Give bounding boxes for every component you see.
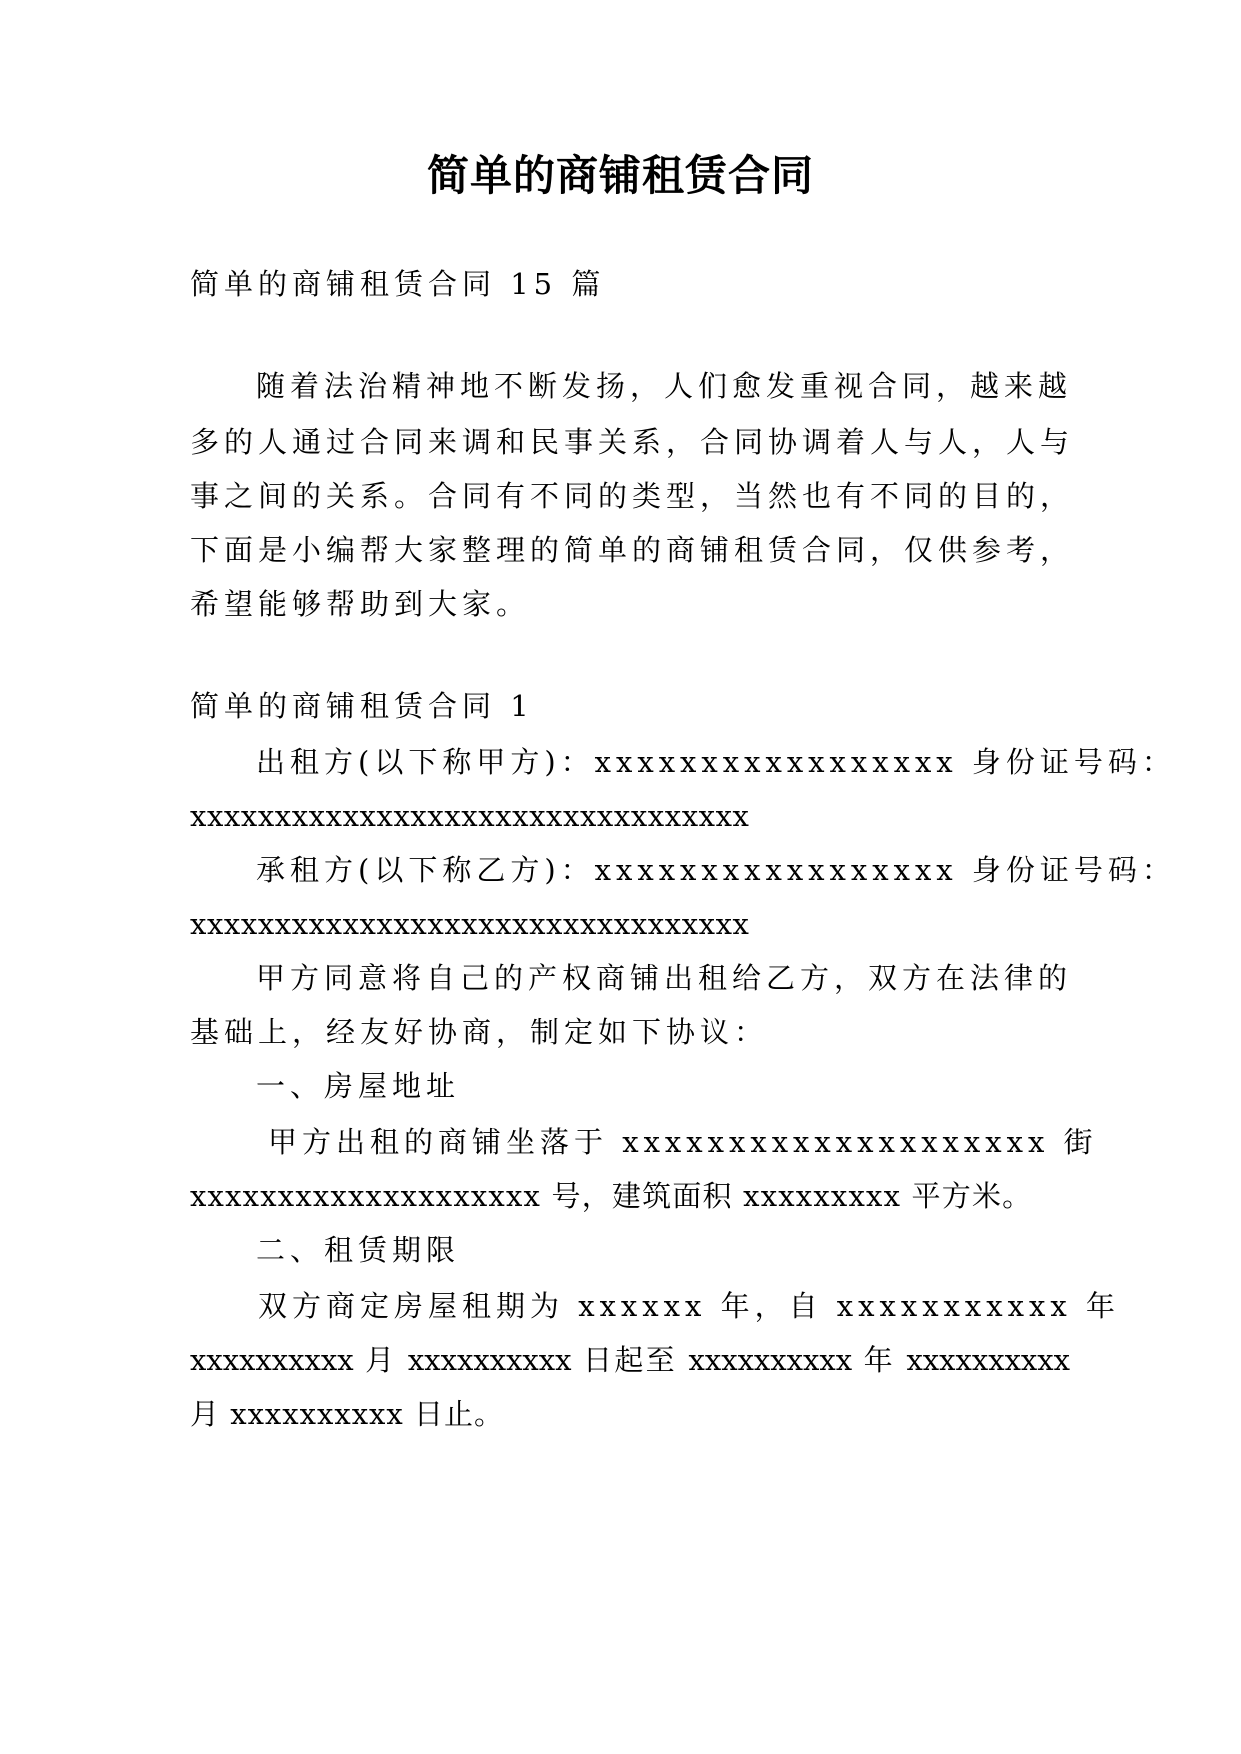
- clause-2-line-1: 双方商定房屋租期为 xxxxxx 年，自 xxxxxxxxxxx 年: [258, 1289, 1120, 1323]
- clause-2-line-2: xxxxxxxxxx 月 xxxxxxxxxx 日起至 xxxxxxxxxx 年 xxxxxxxxxx: [190, 1343, 1070, 1377]
- lessee-line-2: xxxxxxxxxxxxxxxxxxxxxxxxxxxxxxxxx: [190, 907, 750, 941]
- intro-line-2: 多的人通过合同来调和民事关系，合同协调着人与人，人与: [190, 425, 1075, 459]
- intro-line-4: 下面是小编帮大家整理的简单的商铺租赁合同，仅供参考，: [190, 533, 1075, 567]
- document-title: 简单的商铺租赁合同: [426, 151, 814, 200]
- document-subtitle: 简单的商铺租赁合同 15 篇: [190, 267, 606, 301]
- intro-line-3: 事之间的关系。合同有不同的类型，当然也有不同的目的，: [190, 479, 1075, 513]
- clause-2-heading: 二、租赁期限: [256, 1233, 461, 1267]
- clause-1-line-1: 甲方出租的商铺坐落于 xxxxxxxxxxxxxxxxxxxx 街: [268, 1125, 1098, 1159]
- intro-line-1: 随着法治精神地不断发扬，人们愈发重视合同，越来越: [256, 369, 1073, 403]
- intro-line-5: 希望能够帮助到大家。: [190, 587, 531, 621]
- agreement-line-2: 基础上，经友好协商，制定如下协议：: [190, 1015, 769, 1049]
- clause-2-line-3: 月 xxxxxxxxxx 日止。: [190, 1397, 504, 1431]
- clause-1-line-2: xxxxxxxxxxxxxxxxxxxx 号，建筑面积 xxxxxxxxx 平方米。: [190, 1179, 1033, 1213]
- section-heading: 简单的商铺租赁合同 1: [190, 689, 534, 723]
- lessor-line-1: 出租方(以下称甲方)：xxxxxxxxxxxxxxxxx 身份证号码：: [256, 745, 1176, 779]
- agreement-line-1: 甲方同意将自己的产权商铺出租给乙方，双方在法律的: [256, 961, 1073, 995]
- lessee-line-1: 承租方(以下称乙方)：xxxxxxxxxxxxxxxxx 身份证号码：: [256, 853, 1176, 887]
- lessor-line-2: xxxxxxxxxxxxxxxxxxxxxxxxxxxxxxxxx: [190, 799, 750, 833]
- clause-1-heading: 一、房屋地址: [256, 1069, 461, 1103]
